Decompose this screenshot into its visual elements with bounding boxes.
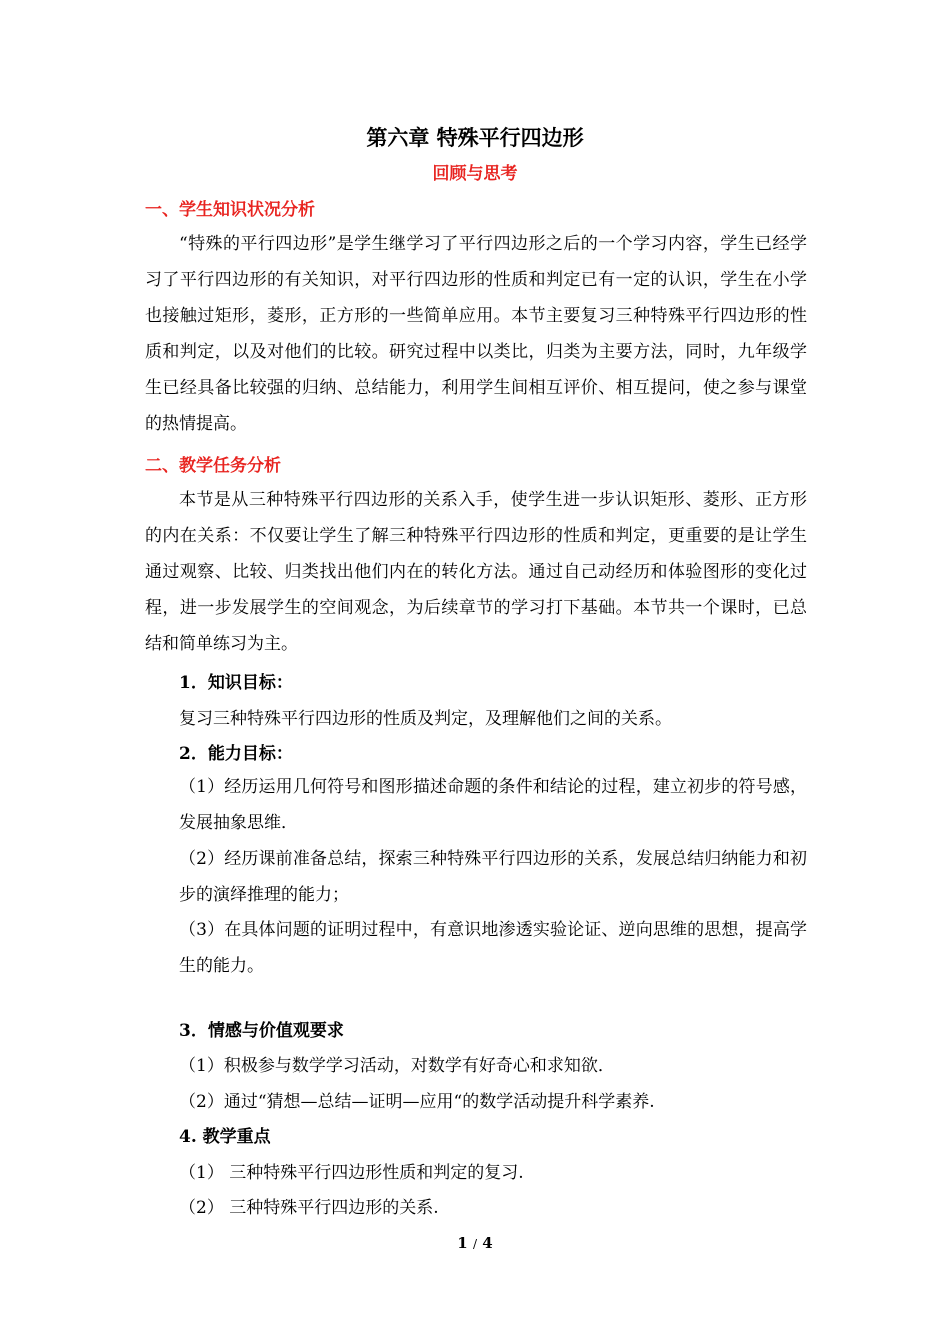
ability-goal-item1: （1）经历运用几何符号和图形描述命题的条件和结论的过程，建立初步的符号感，发展抽象思维． bbox=[179, 777, 807, 833]
section1-body: “特殊的平行四边形”是学生继学习了平行四边形之后的一个学习内容，学生已经学习了平行四边形的有关知识，对平行四边形的性质和判定已有一定的认识，学生在小学也接触过矩形，菱形，正方形的一些简单应用。本节主要复习三种特殊平行四边形的性质和判定，以及对他们的比较。研究过程中以类比，归类为主要方法，同时，九年级学生已经具备比较强的归纳、总结能力，利用学生间相互评价、相互提问，使之参与课堂的热情提高。 bbox=[145, 234, 807, 434]
knowledge-goal-text: 复习三种特殊平行四边形的性质及判定，及理解他们之间的关系。 bbox=[179, 709, 672, 729]
ability-goal-item3: （3）在具体问题的证明过程中，有意识地渗透实验论证、逆向思维的思想，提高学生的能力。 bbox=[179, 920, 807, 976]
ability-goal-item2: （2）经历课前准备总结，探索三种特殊平行四边形的关系，发展总结归纳能力和初步的演绎推理的能力； bbox=[179, 849, 807, 905]
key-points-item2: （2） 三种特殊平行四边形的关系. bbox=[179, 1198, 439, 1218]
total-pages: 4 bbox=[482, 1234, 493, 1252]
values-goal-heading: 3．情感与价值观要求 bbox=[179, 1021, 344, 1041]
section2-body: 本节是从三种特殊平行四边形的关系入手，使学生进一步认识矩形、菱形、正方形的内在关系：不仅要让学生了解三种特殊平行四边形的性质和判定，更重要的是让学生通过观察、比较、归类找出他们内在的转化方法。通过自己动经历和体验图形的变化过程，进一步发展学生的空间观念，为后续章节的学习打下基础。本节共一个课时，已总结和简单练习为主。 bbox=[145, 490, 807, 654]
key-points-item1: （1） 三种特殊平行四边形性质和判定的复习. bbox=[179, 1163, 524, 1183]
chapter-title: 第六章 特殊平行四边形 bbox=[366, 125, 584, 150]
values-goal-item2: （2）通过“猜想—总结—证明—应用“的数学活动提升科学素养. bbox=[179, 1092, 655, 1112]
page-separator: / bbox=[472, 1237, 478, 1251]
section2-heading: 二、教学任务分析 bbox=[145, 456, 281, 476]
page-number bbox=[0, 1234, 950, 1252]
section1-heading: 一、学生知识状况分析 bbox=[145, 200, 315, 220]
values-goal-item1: （1）积极参与数学学习活动，对数学有好奇心和求知欲． bbox=[179, 1056, 615, 1076]
section-subtitle: 回顾与思考 bbox=[432, 164, 518, 184]
key-points-heading: 4. 教学重点 bbox=[179, 1127, 271, 1147]
knowledge-goal-heading: 1．知识目标： bbox=[179, 673, 293, 693]
ability-goal-heading: 2．能力目标： bbox=[179, 744, 293, 764]
current-page: 1 bbox=[457, 1234, 468, 1252]
